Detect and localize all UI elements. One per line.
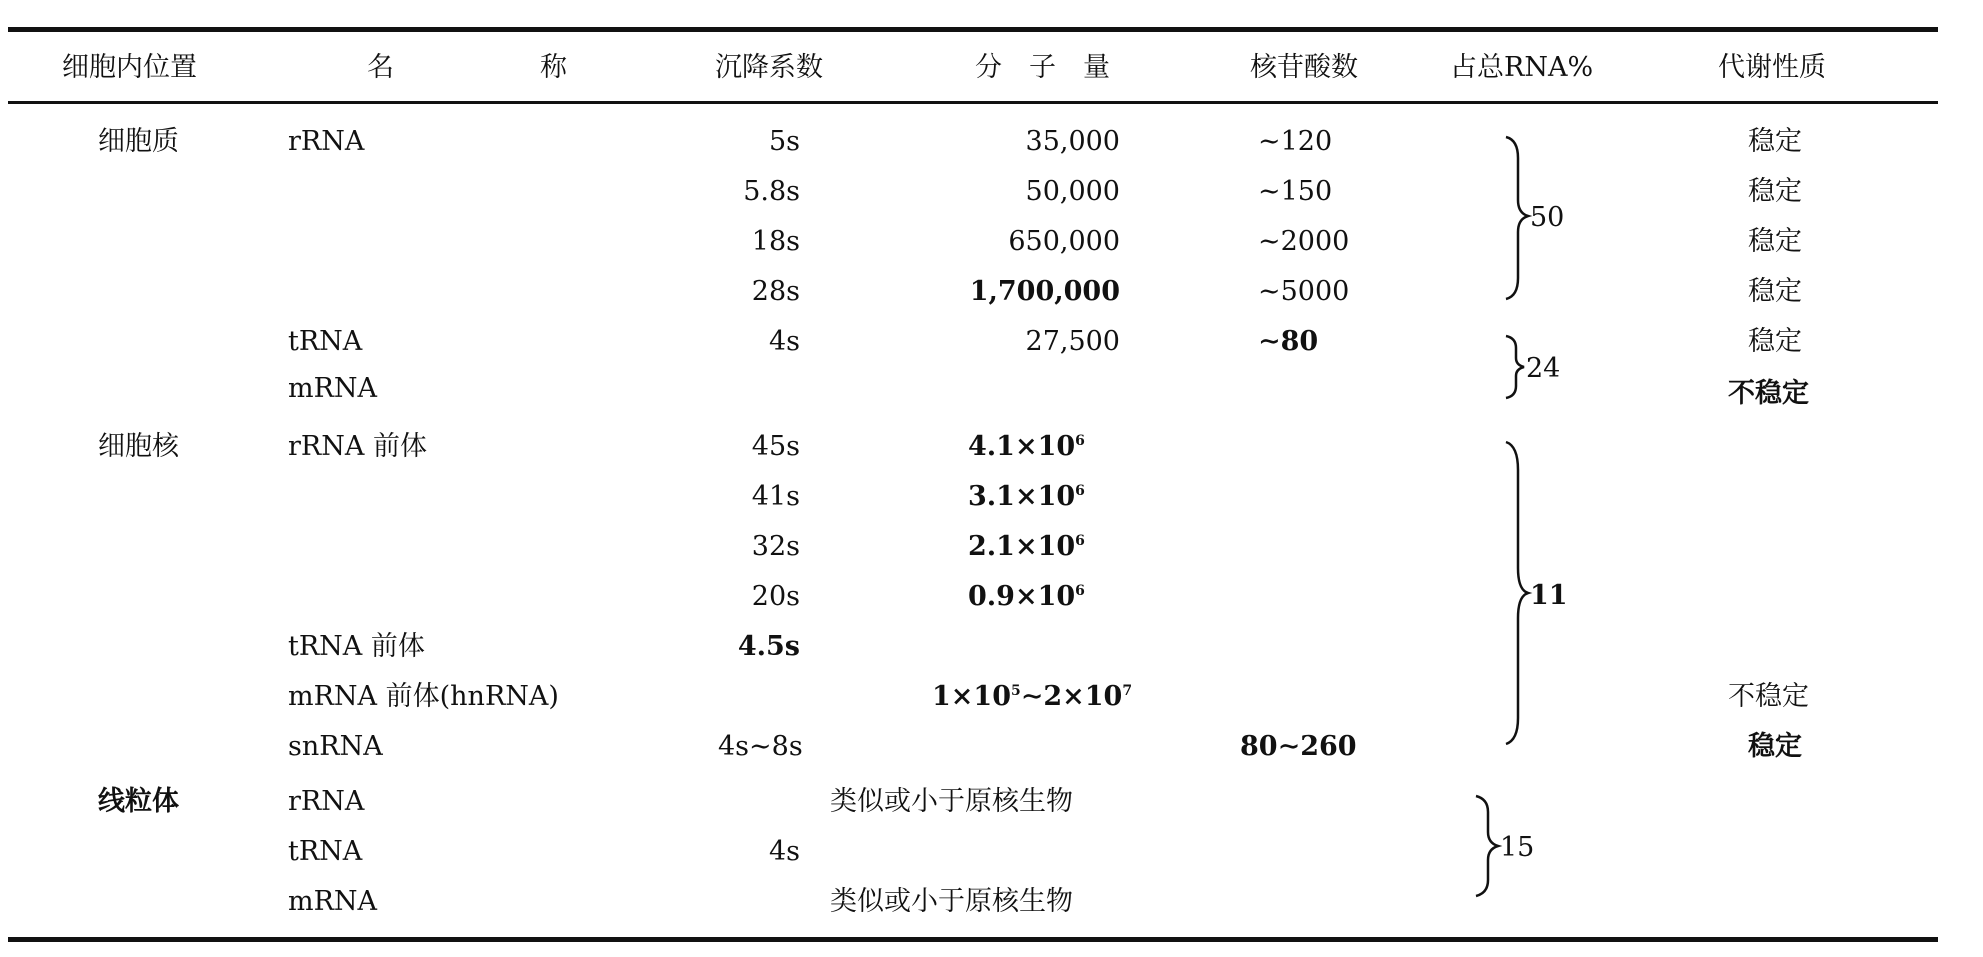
header-location: 细胞内位置 [62,52,197,83]
row-sedimentation: 28s [751,276,800,307]
percent-nucleus: 11 [1530,580,1568,611]
row-sedimentation: 4s [768,836,800,867]
group-cytoplasm: 细胞质 [98,126,179,157]
row-metabolism: 不稳定 [1728,681,1809,712]
header-percent: 占总RNA% [1450,52,1594,83]
row-molecular-weight: $1\times 10^5\sim 2\times 10^7$ [932,681,1133,712]
header-sedimentation: 沉降系数 [715,52,823,83]
row-nucleotides: ∼5000 [1258,276,1350,307]
header-molecular-weight: 分 子 量 [975,52,1110,83]
brace-nucleus [1506,442,1528,744]
row-metabolism: 稳定 [1748,326,1802,357]
row-sedimentation: 20s [751,581,800,612]
row-sedimentation: 5s [768,126,800,157]
row-name: rRNA [288,126,365,157]
row-name: tRNA 前体 [288,631,425,662]
row-metabolism: 稳定 [1748,276,1802,307]
row-sedimentation: 4s∼8s [718,731,803,762]
row-metabolism: 稳定 [1748,731,1802,762]
row-name: tRNA [288,326,363,357]
row-sedimentation: 32s [751,531,800,562]
row-sedimentation: 4.5s [737,631,800,662]
header-metabolism: 代谢性质 [1718,52,1826,83]
row-nucleotides: ∼2000 [1258,226,1350,257]
row-name: mRNA [288,373,378,404]
row-molecular-weight: $0.9\times 10^6$ [968,581,1085,612]
row-molecular-weight: 1,700,000 [969,276,1120,307]
row-sedimentation: 18s [751,226,800,257]
row-molecular-weight: 类似或小于原核生物 [830,786,1073,817]
row-nucleotides: 80∼260 [1240,731,1357,762]
row-name: rRNA [288,786,365,817]
row-molecular-weight: 650,000 [1008,226,1120,257]
header-name-b: 称 [540,52,567,83]
brace-cyto-trna [1506,336,1524,398]
percent-mito: 15 [1500,832,1535,863]
row-metabolism: 稳定 [1748,176,1802,207]
percent-cyto-trna-mrna: 24 [1526,353,1561,384]
header-name-a: 名 [367,52,394,83]
row-sedimentation: 41s [751,481,800,512]
row-molecular-weight: $2.1\times 10^6$ [968,531,1085,562]
row-molecular-weight: 27,500 [1025,326,1120,357]
row-molecular-weight: 35,000 [1025,126,1120,157]
row-metabolism: 不稳定 [1728,378,1809,409]
header-nucleotides: 核苷酸数 [1250,52,1358,83]
row-metabolism: 稳定 [1748,126,1802,157]
row-name: tRNA [288,836,363,867]
row-molecular-weight: 50,000 [1025,176,1120,207]
row-name: mRNA 前体(hnRNA) [288,681,559,712]
brace-cyto-rrna [1506,137,1528,299]
row-molecular-weight: $3.1\times 10^6$ [968,481,1085,512]
row-molecular-weight: 类似或小于原核生物 [830,886,1073,917]
row-nucleotides: ∼80 [1258,326,1319,357]
row-sedimentation: 4s [768,326,800,357]
row-sedimentation: 5.8s [743,176,800,207]
row-nucleotides: ∼150 [1258,176,1333,207]
row-metabolism: 稳定 [1748,226,1802,257]
brace-mito [1476,796,1498,896]
percent-cyto-rrna: 50 [1530,202,1565,233]
row-nucleotides: ∼120 [1258,126,1333,157]
row-sedimentation: 45s [751,431,800,462]
row-name: mRNA [288,886,378,917]
group-mitochondria: 线粒体 [98,786,179,817]
row-name: rRNA 前体 [288,431,427,462]
row-name: snRNA [288,731,383,762]
row-molecular-weight: $4.1\times 10^6$ [968,431,1085,462]
group-nucleus: 细胞核 [98,431,179,462]
